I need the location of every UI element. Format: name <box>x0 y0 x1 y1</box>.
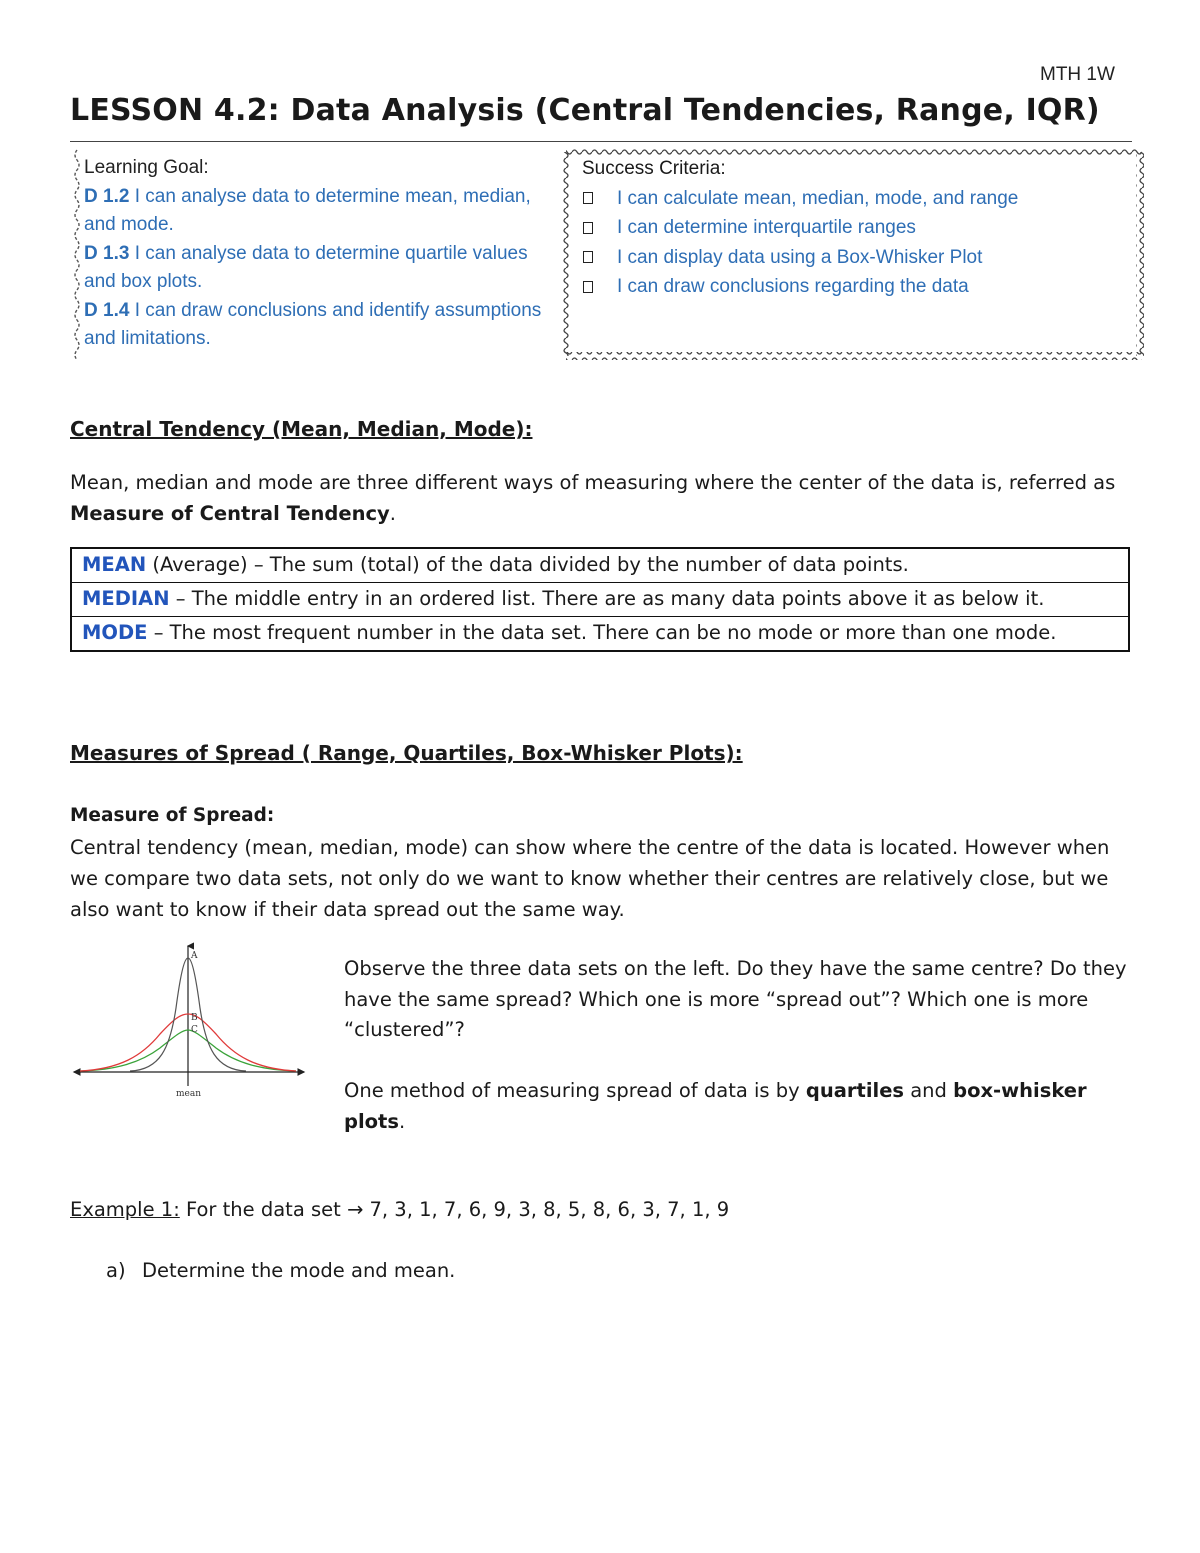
example-text: For the data set → 7, 3, 1, 7, 6, 9, 3, 8, 5, 8, 6, 3, 7, 1, 9 <box>179 1198 730 1221</box>
learning-goal-item: D 1.4 I can draw conclusions and identify assumptions and limitations. <box>84 299 542 349</box>
example-label: Example 1: <box>70 1198 180 1221</box>
table-row <box>71 583 1129 617</box>
central-tendency-intro: Mean, median and mode are three different ways of measuring where the center of the data is, referred as Measure of Central Tendency. <box>70 471 1116 525</box>
course-code: MTH 1W <box>1040 64 1115 85</box>
curve-a-label: A <box>191 951 198 961</box>
example-part-a <box>106 1259 455 1282</box>
central-tendency-heading: Central Tendency (Mean, Median, Mode): <box>70 417 533 441</box>
checkbox-icon <box>583 192 593 204</box>
part-a-label: a) <box>106 1259 126 1282</box>
definition-text: (Average) – The sum (total) of the data divided by the number of data points. <box>146 553 909 576</box>
lesson-title: LESSON 4.2: Data Analysis (Central Tendencies, Range, IQR) <box>70 93 1100 128</box>
table-row <box>71 617 1129 652</box>
title-divider <box>70 141 1132 142</box>
mean-axis-label: mean <box>176 1089 202 1099</box>
learning-goal-box <box>84 154 554 354</box>
observe-paragraph: Observe the three data sets on the left. Do they have the same centre? Do they have the same spread? Which one is more “spread out”? Which one is more “clustered”? <box>344 957 1127 1041</box>
learning-goal-heading: Learning Goal: <box>84 157 209 178</box>
definition-text: – The most frequent number in the data set. There can be no mode or more than one mode. <box>147 621 1057 644</box>
learning-goal-item: D 1.2 I can analyse data to determine mean, median, and mode. <box>84 185 531 235</box>
curve-c-label: C <box>191 1025 198 1035</box>
learning-goal-border <box>70 148 84 360</box>
success-criteria-heading: Success Criteria: <box>582 158 726 179</box>
learning-goal-item: D 1.3 I can analyse data to determine quartile values and box plots. <box>84 242 528 292</box>
definitions-table <box>70 547 1130 652</box>
definition-term: MODE <box>82 621 148 644</box>
checkbox-icon <box>583 222 593 234</box>
success-criteria-item: I can draw conclusions regarding the data <box>582 272 1122 302</box>
table-row <box>71 548 1129 583</box>
checkbox-icon <box>583 281 593 293</box>
spread-heading: Measures of Spread ( Range, Quartiles, Box-Whisker Plots): <box>70 741 743 765</box>
definition-term: MEDIAN <box>82 587 170 610</box>
success-criteria-box <box>582 154 1122 302</box>
bell-curves-figure <box>70 938 310 1100</box>
measure-of-spread-subheading: Measure of Spread: <box>70 805 275 826</box>
method-paragraph: One method of measuring spread of data is by quartiles and box-whisker plots. <box>344 1079 1087 1133</box>
example-1 <box>70 1198 729 1221</box>
curve-b-label: B <box>191 1013 198 1023</box>
definition-text: – The middle entry in an ordered list. There are as many data points above it as below it. <box>169 587 1045 610</box>
checkbox-icon <box>583 251 593 263</box>
success-criteria-item: I can calculate mean, median, mode, and range <box>582 184 1122 214</box>
success-criteria-item: I can display data using a Box-Whisker Plot <box>582 243 1122 273</box>
definition-term: MEAN <box>82 553 147 576</box>
success-criteria-item: I can determine interquartile ranges <box>582 213 1122 243</box>
spread-paragraph: Central tendency (mean, median, mode) can show where the centre of the data is located. However when we compare two data sets, not only do we want to know whether their centres are relatively close, but we also want to know if their data spread out the same way. <box>70 836 1110 921</box>
part-a-text: Determine the mode and mean. <box>142 1259 456 1282</box>
